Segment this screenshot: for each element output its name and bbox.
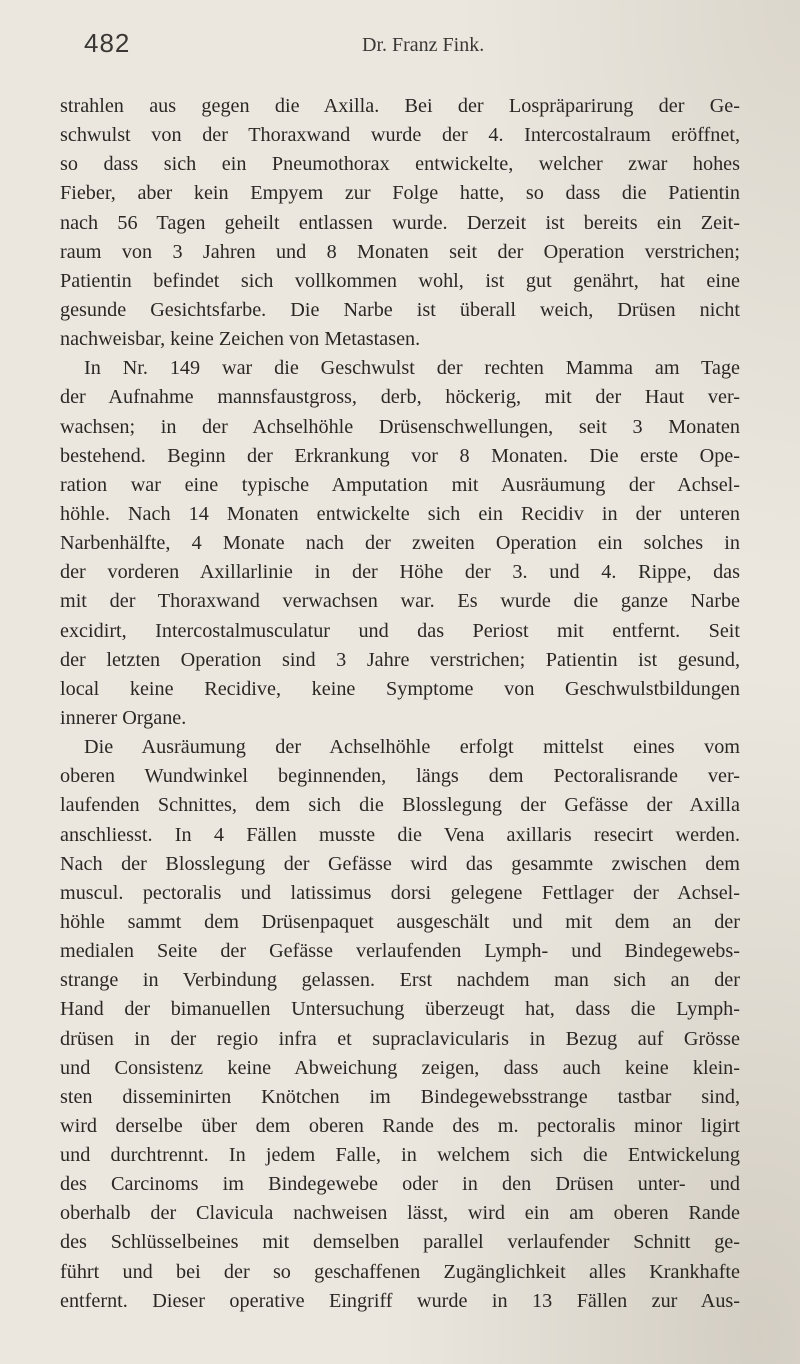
- text-line: des Carcinoms im Bindegewebe oder in den Drüsen unter- und: [60, 1173, 740, 1196]
- text-line: wachsen; in der Achselhöhle Drüsenschwellungen, seit 3 Monaten: [60, 415, 740, 438]
- text-line: Die Ausräumung der Achselhöhle erfolgt mittelst eines vom: [84, 736, 740, 759]
- text-line: anschliesst. In 4 Fällen musste die Vena axillaris resecirt werden.: [60, 823, 740, 846]
- text-line: des Schlüsselbeines mit demselben parallel verlaufender Schnitt ge-: [60, 1231, 740, 1254]
- text-line: muscul. pectoralis und latissimus dorsi gelegene Fettlager der Achsel-: [60, 881, 740, 904]
- text-line: und durchtrennt. In jedem Falle, in welchem sich die Entwickelung: [60, 1144, 740, 1167]
- running-head: Dr. Franz Fink.: [362, 34, 485, 56]
- text-line: Hand der bimanuellen Untersuchung überzeugt hat, dass die Lymph-: [60, 998, 740, 1021]
- text-line: bestehend. Beginn der Erkrankung vor 8 Monaten. Die erste Ope-: [60, 444, 740, 467]
- text-line: nachweisbar, keine Zeichen von Metastasen.: [60, 328, 421, 351]
- text-line: schwulst von der Thoraxwand wurde der 4. Intercostalraum eröffnet,: [60, 124, 740, 147]
- text-line: Patientin befindet sich vollkommen wohl, ist gut genährt, hat eine: [60, 269, 740, 292]
- text-line: medialen Seite der Gefässe verlaufenden Lymph- und Bindegewebs-: [60, 940, 740, 963]
- text-line: gesunde Gesichtsfarbe. Die Narbe ist überall weich, Drüsen nicht: [60, 298, 740, 321]
- text-line: entfernt. Dieser operative Eingriff wurde in 13 Fällen zur Aus-: [60, 1289, 740, 1312]
- text-line: innerer Organe.: [60, 706, 187, 729]
- text-line: so dass sich ein Pneumothorax entwickelte, welcher zwar hohes: [60, 153, 740, 176]
- text-line: strange in Verbindung gelassen. Erst nachdem man sich an der: [60, 969, 740, 992]
- text-line: führt und bei der so geschaffenen Zugänglichkeit alles Krankhafte: [60, 1260, 740, 1283]
- text-line: ration war eine typische Amputation mit Ausräumung der Achsel-: [60, 473, 740, 496]
- text-line: In Nr. 149 war die Geschwulst der rechten Mamma am Tage: [84, 357, 740, 380]
- text-line: laufenden Schnittes, dem sich die Blosslegung der Gefässe der Axilla: [60, 794, 740, 817]
- text-line: oberhalb der Clavicula nachweisen lässt, wird ein am oberen Rande: [60, 1202, 740, 1225]
- body-text: [60, 92, 740, 1316]
- text-line: Nach der Blosslegung der Gefässe wird das gesammte zwischen dem: [60, 852, 740, 875]
- text-line: nach 56 Tagen geheilt entlassen wurde. Derzeit ist bereits ein Zeit-: [60, 211, 740, 234]
- text-line: höhle. Nach 14 Monaten entwickelte sich ein Recidiv in der unteren: [60, 502, 740, 525]
- text-line: local keine Recidive, keine Symptome von Geschwulstbildungen: [60, 677, 740, 700]
- text-line: der letzten Operation sind 3 Jahre verstrichen; Patientin ist gesund,: [60, 648, 740, 671]
- text-line: mit der Thoraxwand verwachsen war. Es wurde die ganze Narbe: [60, 590, 740, 613]
- text-line: raum von 3 Jahren und 8 Monaten seit der Operation verstrichen;: [60, 240, 740, 263]
- page-header: [84, 28, 734, 68]
- text-line: und Consistenz keine Abweichung zeigen, dass auch keine klein-: [60, 1056, 740, 1079]
- text-line: höhle sammt dem Drüsenpaquet ausgeschält und mit dem an der: [60, 910, 740, 933]
- text-line: Narbenhälfte, 4 Monate nach der zweiten Operation ein solches in: [60, 532, 740, 555]
- text-line: strahlen aus gegen die Axilla. Bei der Lospräparirung der Ge-: [60, 95, 740, 117]
- page-number: 482: [84, 28, 131, 58]
- text-line: der Aufnahme mannsfaustgross, derb, höckerig, mit der Haut ver-: [60, 386, 740, 409]
- text-line: wird derselbe über dem oberen Rande des m. pectoralis minor ligirt: [60, 1114, 740, 1137]
- text-line: drüsen in der regio infra et supraclavicularis in Bezug auf Grösse: [60, 1027, 740, 1050]
- text-line: excidirt, Intercostalmusculatur und das Periost mit entfernt. Seit: [60, 619, 740, 642]
- text-line: Fieber, aber kein Empyem zur Folge hatte, so dass die Patientin: [60, 182, 740, 205]
- text-line: sten disseminirten Knötchen im Bindegewebsstrange tastbar sind,: [60, 1085, 740, 1108]
- text-line: oberen Wundwinkel beginnenden, längs dem Pectoralisrande ver-: [60, 765, 740, 788]
- text-line: der vorderen Axillarlinie in der Höhe der 3. und 4. Rippe, das: [60, 561, 740, 584]
